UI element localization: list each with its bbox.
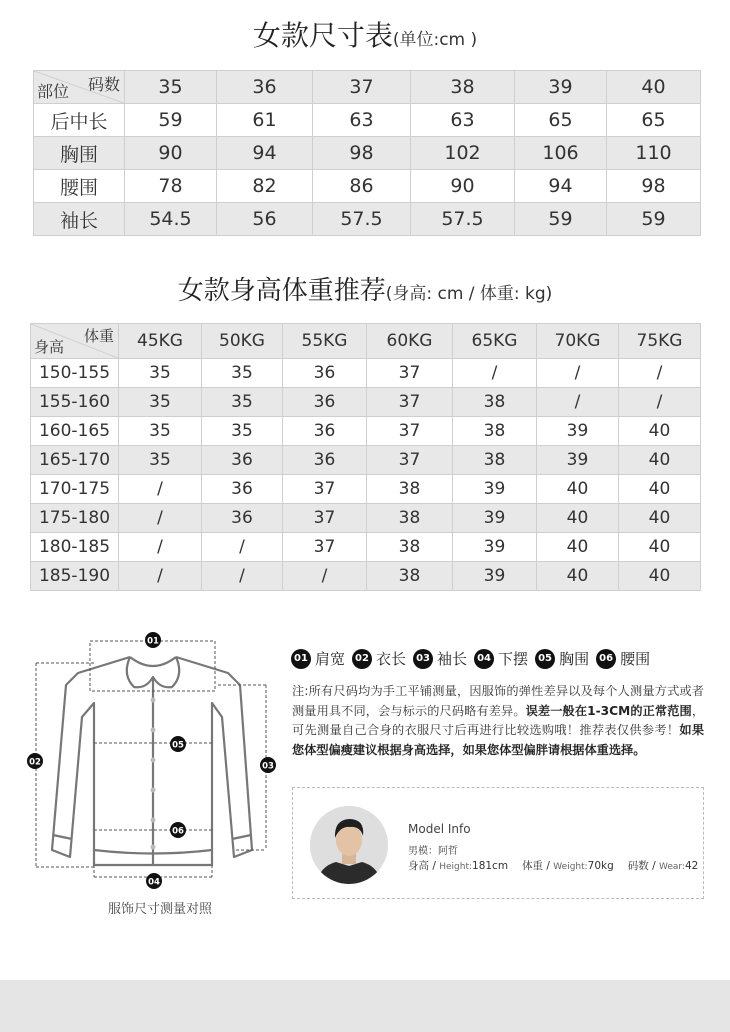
recommend-size-cell: 40 [619, 562, 701, 591]
model-stats [408, 858, 698, 873]
size-cell: 59 [607, 203, 701, 236]
height-row-label: 170-175 [31, 475, 119, 504]
size-row-label: 腰围 [34, 170, 125, 203]
recommend-chart-title-row [0, 270, 730, 307]
recommend-size-cell: 36 [202, 446, 283, 475]
diagram-marker-04 [146, 873, 162, 889]
recommend-size-cell: 37 [367, 417, 453, 446]
size-cell: 56 [217, 203, 313, 236]
recommend-size-cell: 40 [619, 504, 701, 533]
weight-sub-label: Weight: [553, 862, 588, 872]
diagram-marker-06 [170, 822, 186, 838]
legend-label: 腰围 [620, 650, 651, 668]
size-cell: 59 [515, 203, 607, 236]
height-label: 身高 / [408, 860, 440, 872]
height-sub-label: Height: [439, 862, 473, 872]
recommend-size-cell: / [619, 359, 701, 388]
recommend-size-cell: 39 [453, 475, 537, 504]
recommend-size-cell: 35 [119, 359, 202, 388]
legend-number-badge: 02 [352, 649, 372, 669]
weight-column-header: 50KG [202, 324, 283, 359]
legend-item [596, 648, 650, 669]
legend-item [352, 648, 406, 669]
svg-text:03: 03 [262, 761, 274, 772]
size-column-header: 35 [125, 71, 217, 104]
recommend-size-cell: 39 [537, 417, 619, 446]
size-cell: 98 [313, 137, 411, 170]
wear-sub-label: Wear: [659, 862, 685, 872]
table-row [31, 475, 701, 504]
size-chart-title: 女款尺寸表 [252, 19, 393, 52]
table-row [34, 203, 701, 236]
legend-item [291, 648, 345, 669]
recommend-size-cell: 38 [453, 446, 537, 475]
recommend-size-cell: 37 [283, 533, 367, 562]
model-info-card [292, 787, 704, 899]
size-cell: 65 [607, 104, 701, 137]
recommend-size-cell: 39 [537, 446, 619, 475]
svg-text:05: 05 [172, 740, 184, 751]
recommend-size-cell: / [119, 562, 202, 591]
height-row-label: 180-185 [31, 533, 119, 562]
size-cell: 57.5 [313, 203, 411, 236]
height-row-label: 160-165 [31, 417, 119, 446]
svg-text:04: 04 [148, 877, 160, 888]
recommend-chart-unit: (身高: cm / 体重: kg) [385, 284, 553, 304]
recommend-size-cell: 35 [119, 388, 202, 417]
recommend-size-cell: 36 [202, 475, 283, 504]
recommend-size-cell: 40 [619, 446, 701, 475]
legend-number-badge: 03 [413, 649, 433, 669]
recommend-size-cell: 35 [202, 388, 283, 417]
note-text: ，可先测量自己合身的衣服尺寸后再进行比较选购哦！推荐表仅供参考！ [292, 703, 704, 737]
size-chart-header-row [34, 71, 701, 104]
size-cell: 94 [515, 170, 607, 203]
recommend-chart-header-row [31, 324, 701, 359]
height-value: 181cm [472, 860, 509, 872]
legend-label: 袖长 [437, 650, 468, 668]
height-row-label: 185-190 [31, 562, 119, 591]
size-cell: 59 [125, 104, 217, 137]
recommend-size-cell: 35 [119, 446, 202, 475]
weight-column-header: 70KG [537, 324, 619, 359]
diagram-marker-03 [260, 757, 276, 773]
size-cell: 65 [515, 104, 607, 137]
recommend-size-cell: 38 [367, 504, 453, 533]
recommend-size-cell: / [202, 562, 283, 591]
recommend-size-cell: / [283, 562, 367, 591]
corner-height-label: 身高 [34, 338, 65, 356]
weight-column-header: 75KG [619, 324, 701, 359]
model-avatar [310, 806, 388, 884]
table-row [31, 417, 701, 446]
recommend-chart-corner [31, 324, 119, 359]
svg-text:02: 02 [29, 757, 41, 768]
size-column-header: 36 [217, 71, 313, 104]
weight-value: 70kg [587, 860, 614, 872]
recommend-size-cell: 38 [453, 388, 537, 417]
note-text: 注:所有尺码均为手工平铺测量，因服饰的弹性差异以及每个人测量方式或者测量用具不同，会与标示的尺码略有差异。 [292, 684, 704, 718]
size-chart-corner [34, 71, 125, 104]
legend-number-badge: 06 [596, 649, 616, 669]
size-row-label: 后中长 [34, 104, 125, 137]
weight-column-header: 60KG [367, 324, 453, 359]
recommend-size-cell: 35 [202, 417, 283, 446]
table-row [34, 170, 701, 203]
diagram-caption: 服饰尺寸测量对照 [107, 902, 212, 917]
corner-weight-label: 体重 [83, 327, 114, 345]
recommend-size-cell: / [537, 388, 619, 417]
table-row [31, 504, 701, 533]
recommend-size-cell: / [537, 359, 619, 388]
table-row [31, 533, 701, 562]
recommend-size-cell: 40 [537, 533, 619, 562]
diagram-marker-02 [27, 753, 43, 769]
size-cell: 78 [125, 170, 217, 203]
wear-value: 42 [685, 860, 699, 872]
recommend-size-cell: 36 [283, 446, 367, 475]
svg-text:01: 01 [147, 636, 159, 647]
size-cell: 90 [125, 137, 217, 170]
recommend-chart-title: 女款身高体重推荐 [177, 276, 386, 306]
svg-text:06: 06 [172, 826, 184, 837]
recommend-size-cell: 38 [453, 417, 537, 446]
recommend-size-cell: 37 [367, 388, 453, 417]
size-cell: 54.5 [125, 203, 217, 236]
table-row [31, 562, 701, 591]
size-cell: 63 [313, 104, 411, 137]
table-row [31, 359, 701, 388]
table-row [31, 446, 701, 475]
size-cell: 82 [217, 170, 313, 203]
legend-label: 肩宽 [315, 650, 346, 668]
size-row-label: 胸围 [34, 137, 125, 170]
table-row [31, 388, 701, 417]
recommend-size-cell: 36 [283, 388, 367, 417]
weight-column-header: 45KG [119, 324, 202, 359]
size-column-header: 37 [313, 71, 411, 104]
legend-number-badge: 05 [535, 649, 555, 669]
recommend-size-cell: / [119, 475, 202, 504]
recommend-size-cell: 37 [283, 504, 367, 533]
size-chart-title-row [0, 14, 730, 54]
table-row [34, 137, 701, 170]
size-cell: 57.5 [411, 203, 515, 236]
recommend-chart-table [30, 323, 701, 591]
size-column-header: 39 [515, 71, 607, 104]
legend-label: 胸围 [559, 650, 590, 668]
weight-column-header: 65KG [453, 324, 537, 359]
bottom-band [0, 980, 730, 1032]
weight-label: 体重 / [522, 860, 554, 872]
size-cell: 86 [313, 170, 411, 203]
recommend-size-cell: / [119, 504, 202, 533]
recommend-size-cell: 40 [537, 504, 619, 533]
recommend-size-cell: 36 [283, 359, 367, 388]
height-row-label: 155-160 [31, 388, 119, 417]
note-emphasis: 误差一般在1-3CM的正常范围 [525, 703, 692, 718]
size-cell: 102 [411, 137, 515, 170]
recommend-size-cell: 40 [619, 417, 701, 446]
size-cell: 63 [411, 104, 515, 137]
measurement-note [292, 682, 704, 760]
legend-number-badge: 01 [291, 649, 311, 669]
recommend-size-cell: 36 [202, 504, 283, 533]
shirt-outline-icon [22, 625, 282, 890]
legend-item [535, 648, 589, 669]
height-row-label: 150-155 [31, 359, 119, 388]
weight-column-header: 55KG [283, 324, 367, 359]
recommend-size-cell: 38 [367, 562, 453, 591]
shirt-measurement-diagram [22, 625, 282, 890]
legend-label: 下摆 [498, 650, 529, 668]
recommend-size-cell: 35 [202, 359, 283, 388]
size-cell: 98 [607, 170, 701, 203]
recommend-size-cell: 40 [537, 562, 619, 591]
recommend-size-cell: 37 [367, 446, 453, 475]
recommend-size-cell: 35 [119, 417, 202, 446]
size-chart-table [33, 70, 701, 236]
recommend-size-cell: 38 [367, 475, 453, 504]
size-column-header: 40 [607, 71, 701, 104]
height-row-label: 165-170 [31, 446, 119, 475]
size-column-header: 38 [411, 71, 515, 104]
size-cell: 90 [411, 170, 515, 203]
recommend-size-cell: / [119, 533, 202, 562]
size-cell: 110 [607, 137, 701, 170]
legend-number-badge: 04 [474, 649, 494, 669]
size-cell: 61 [217, 104, 313, 137]
wear-label: 码数 / [627, 860, 659, 872]
recommend-size-cell: 40 [619, 533, 701, 562]
recommend-size-cell: / [453, 359, 537, 388]
recommend-size-cell: 39 [453, 533, 537, 562]
diagram-marker-01 [145, 632, 161, 648]
size-cell: 94 [217, 137, 313, 170]
legend-label: 衣长 [376, 650, 407, 668]
note-emphasis: 如果您体型偏瘦建议根据身高选择，如果您体型偏胖请根据体重选择。 [292, 723, 705, 757]
legend-item [474, 648, 528, 669]
recommend-size-cell: 37 [283, 475, 367, 504]
size-cell: 106 [515, 137, 607, 170]
corner-size-label: 码数 [87, 75, 120, 94]
diagram-marker-05 [170, 736, 186, 752]
recommend-size-cell: 38 [367, 533, 453, 562]
recommend-size-cell: 40 [537, 475, 619, 504]
recommend-size-cell: 39 [453, 562, 537, 591]
size-chart-unit: (单位:cm ) [392, 30, 478, 50]
recommend-size-cell: 40 [619, 475, 701, 504]
measurement-legend [291, 648, 711, 669]
legend-item [413, 648, 467, 669]
corner-part-label: 部位 [37, 82, 70, 101]
recommend-size-cell: / [619, 388, 701, 417]
recommend-size-cell: 36 [283, 417, 367, 446]
recommend-size-cell: 37 [367, 359, 453, 388]
model-name: 男模：阿哲 [408, 846, 458, 857]
recommend-size-cell: / [202, 533, 283, 562]
size-row-label: 袖长 [34, 203, 125, 236]
model-info-title: Model Info [408, 822, 471, 836]
height-row-label: 175-180 [31, 504, 119, 533]
table-row [34, 104, 701, 137]
recommend-size-cell: 39 [453, 504, 537, 533]
